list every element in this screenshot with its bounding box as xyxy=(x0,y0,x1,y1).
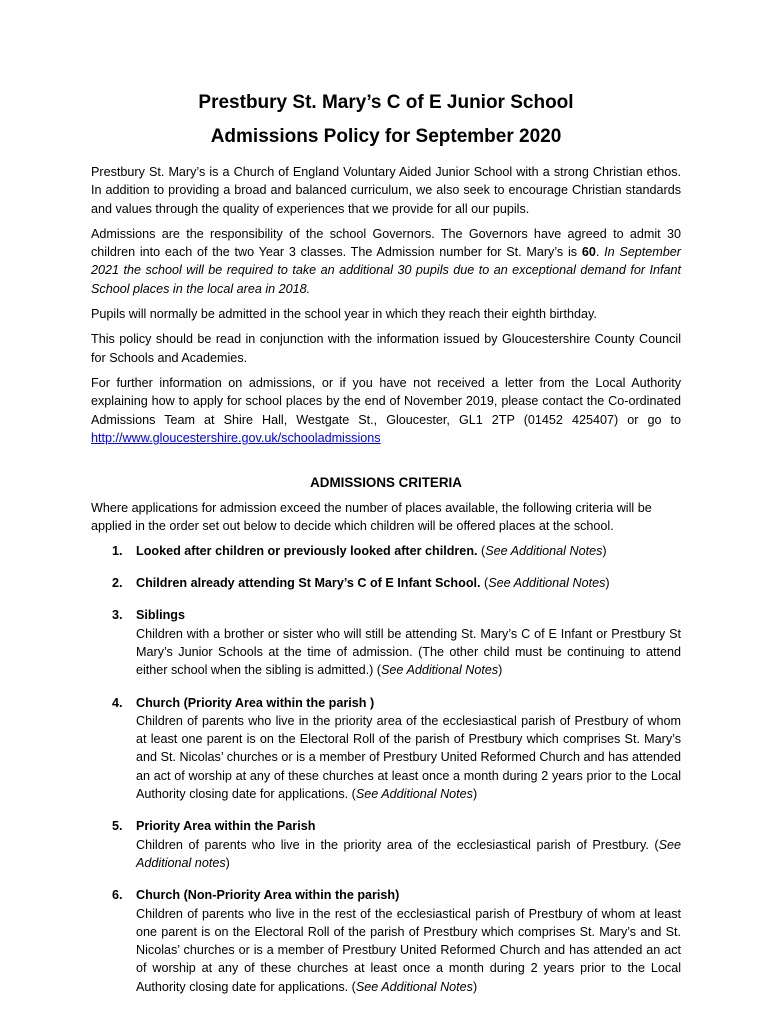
paren: ) xyxy=(472,979,478,994)
criterion-infant-school xyxy=(91,574,681,592)
admission-number: 60 xyxy=(581,245,596,260)
additional-notes-ref: See Additional Notes xyxy=(488,576,606,591)
criterion-heading: Church (Non-Priority Area within the parish) xyxy=(136,888,400,903)
criterion-number: 3. xyxy=(112,608,123,623)
criterion-body xyxy=(136,712,681,803)
criterion-body-text: Children of parents who live in the priority area of the ecclesiastical parish of Prestbury. ( xyxy=(136,837,659,852)
paren: ) xyxy=(225,855,230,870)
additional-notes-ref: See Additional Notes xyxy=(381,663,499,678)
additional-pupils-note: In September 2021 the school will be required to take an additional 30 pupils due to an exceptional demand for Infant School places in the local area in 2018. xyxy=(91,245,681,296)
criterion-church-priority xyxy=(91,694,681,804)
criterion-body xyxy=(136,836,681,873)
paren: ( xyxy=(477,543,486,558)
criterion-body xyxy=(136,625,681,680)
criterion-number: 4. xyxy=(112,695,123,710)
criterion-number: 5. xyxy=(112,819,123,834)
criterion-number: 2. xyxy=(112,576,123,591)
criterion-body-text: Children of parents who live in the priority area of the ecclesiastical parish of Prestbury of whom at least one parent is on the Electoral Roll of the parish of Prestbury which comprises St. Mary’s and St. Nicolas’ churches or is a member of Prestbury United Reformed Church and has attended an act of worship at any of these churches at least once a month during 2 years prior to the Local Authority closing date for applications. ( xyxy=(136,713,681,802)
page-title-policy: Admissions Policy for September 2020 xyxy=(210,126,562,147)
criterion-heading: Children already attending St Mary’s C of E Infant School. xyxy=(136,576,481,591)
paren: ( xyxy=(480,576,489,591)
criterion-heading: Siblings xyxy=(136,608,185,623)
school-admissions-link[interactable]: http://www.gloucestershire.gov.uk/schooladmissions xyxy=(91,430,381,445)
page-title-school: Prestbury St. Mary’s C of E Junior School xyxy=(198,92,574,113)
additional-notes-ref: See Additional Notes xyxy=(355,787,473,802)
admissions-responsibility-paragraph xyxy=(91,225,681,298)
further-info-paragraph xyxy=(91,374,681,447)
criterion-siblings xyxy=(91,606,681,679)
paren: ) xyxy=(498,663,503,678)
criterion-number: 6. xyxy=(112,888,123,903)
criterion-heading: Looked after children or previously looked after children. xyxy=(136,543,478,558)
criteria-intro: Where applications for admission exceed the number of places available, the following criteria will be applied in the order set out below to decide which children will be offered places at the school. xyxy=(91,501,652,534)
further-info-text: For further information on admissions, or if you have not received a letter from the Local Authority explaining how to apply for school places by the end of November 2019, please contact the Co-ordinated Admissions Team at Shire Hall, Westgate St., Gloucester, GL1 2TP (01452 425407) or go to xyxy=(91,375,681,427)
additional-notes-ref: See Additional Notes xyxy=(485,543,603,558)
criterion-number: 1. xyxy=(112,543,123,558)
eighth-birthday-paragraph: Pupils will normally be admitted in the school year in which they reach their eighth birthday. xyxy=(91,307,597,322)
criteria-list xyxy=(91,542,681,996)
criterion-body-text: Children with a brother or sister who will still be attending St. Mary’s C of E Infant or Prestbury St Mary’s Junior Schools at the time of admission. (The other child must be continuing to attend either school when the sibling is admitted.) ( xyxy=(136,626,681,678)
criterion-body xyxy=(136,905,681,996)
admissions-text-after: . xyxy=(595,245,605,260)
criterion-heading: Priority Area within the Parish xyxy=(136,819,316,834)
criterion-heading: Church (Priority Area within the parish ) xyxy=(136,695,375,710)
intro-paragraph: Prestbury St. Mary’s is a Church of England Voluntary Aided Junior School with a strong Christian ethos. In addition to providing a broad and balanced curriculum, we also seek to encourage Christian standards and values through the quality of experiences that we provide for all our pupils. xyxy=(91,165,681,216)
paren: ) xyxy=(605,576,610,591)
additional-notes-ref: See Additional notes xyxy=(136,837,681,870)
criterion-priority-area xyxy=(91,817,681,872)
additional-notes-ref: See Additional Notes xyxy=(355,979,473,994)
admissions-text: Admissions are the responsibility of the school Governors. The Governors have agreed to admit 30 children into each of the two Year 3 classes. The Admission number for St. Mary’s is xyxy=(91,226,681,260)
admissions-criteria-heading: ADMISSIONS CRITERIA xyxy=(310,475,462,491)
document-page xyxy=(91,86,681,1010)
paren: ) xyxy=(472,787,478,802)
paren: ) xyxy=(602,543,607,558)
criterion-looked-after xyxy=(91,542,681,560)
council-info-paragraph: This policy should be read in conjunction with the information issued by Gloucestershire County Council for Schools and Academies. xyxy=(91,332,681,365)
criterion-church-non-priority xyxy=(91,886,681,996)
criterion-body-text: Children of parents who live in the rest of the ecclesiastical parish of Prestbury of whom at least one parent is on the Electoral Roll of the parish of Prestbury which comprises St. Mary’s and St. Nicolas’ churches or is a member of Prestbury United Reformed Church and has attended an act of worship at any of these churches at least once a month during 2 years prior to the Local Authority closing date for applications. ( xyxy=(136,906,681,994)
